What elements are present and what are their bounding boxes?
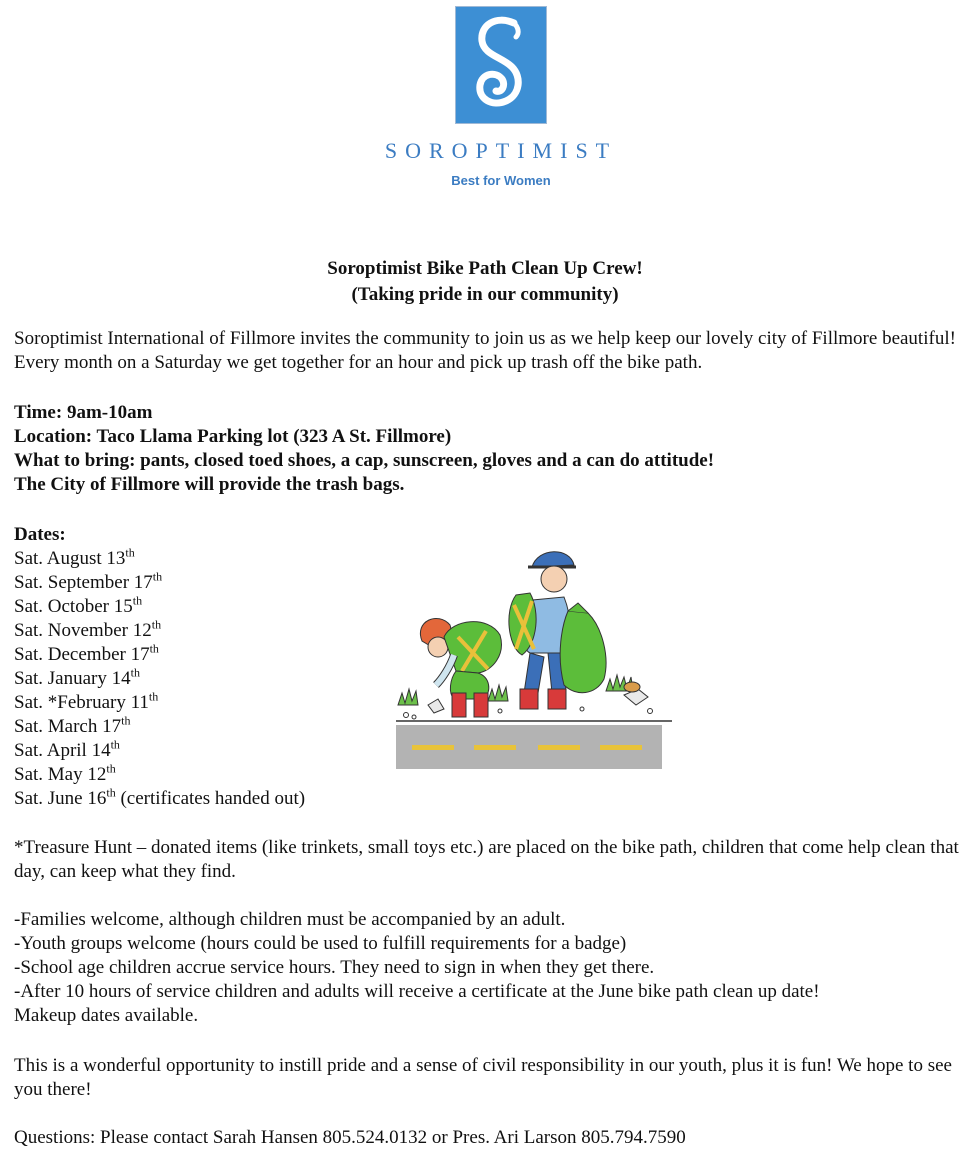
date-text: Sat. *February 11: [14, 692, 149, 713]
date-text: Sat. May 12: [14, 764, 107, 785]
date-ordinal-suffix: th: [149, 641, 159, 656]
date-ordinal-suffix: th: [152, 569, 163, 584]
date-item: [14, 571, 305, 595]
dates-heading: Dates:: [14, 524, 66, 545]
date-ordinal-suffix: th: [125, 545, 135, 560]
contact-line: Questions: Please contact Sarah Hansen 805.524.0132 or Pres. Ari Larson 805.794.7590: [14, 1127, 686, 1148]
date-text: Sat. January 14: [14, 668, 131, 689]
date-ordinal-suffix: th: [148, 689, 159, 704]
date-item: [14, 739, 305, 763]
date-item: [14, 691, 305, 715]
intro-paragraph: Soroptimist International of Fillmore invites the community to join us as we help keep our lovely city of Fillmore beautiful! Every month on a Saturday we get together for an hour and pick up trash off the bike path.: [14, 328, 956, 373]
date-ordinal-suffix: th: [110, 737, 120, 752]
note-item: Makeup dates available.: [14, 1005, 199, 1026]
provided-line: The City of Fillmore will provide the trash bags.: [14, 474, 405, 495]
note-item: -School age children accrue service hours. They need to sign in when they get there.: [14, 957, 655, 978]
logo-brand-name: SOROPTIMIST: [384, 138, 618, 163]
date-text: Sat. June 16: [14, 788, 107, 809]
date-item: [14, 547, 305, 571]
date-ordinal-suffix: th: [130, 665, 140, 680]
date-item: [14, 619, 305, 643]
notes-list: [14, 908, 964, 1028]
date-item: [14, 715, 305, 739]
date-ordinal-suffix: th: [106, 761, 116, 776]
logo-swirl-icon: [456, 7, 546, 123]
note-item: -Youth groups welcome (hours could be used to fulfill requirements for a badge): [14, 933, 627, 954]
dates-section: [14, 523, 305, 811]
note-item: -Families welcome, although children must be accompanied by an adult.: [14, 909, 566, 930]
date-ordinal-suffix: th: [121, 713, 131, 728]
page-subtitle: (Taking pride in our community): [351, 284, 619, 305]
date-text: Sat. March 17: [14, 716, 122, 737]
date-text: Sat. April 14: [14, 740, 111, 761]
page-title: Soroptimist Bike Path Clean Up Crew!: [327, 258, 643, 279]
date-text: Sat. November 12: [14, 620, 152, 641]
cleanup-kids-icon: [392, 545, 674, 773]
date-item: [14, 643, 305, 667]
closing-paragraph: This is a wonderful opportunity to instill pride and a sense of civil responsibility in our youth, plus it is fun! We hope to see you there!: [14, 1055, 952, 1100]
date-text: Sat. September 17: [14, 572, 153, 593]
location-line: Location: Taco Llama Parking lot (323 A St. Fillmore): [14, 426, 452, 447]
date-item: [14, 787, 305, 811]
date-item: [14, 667, 305, 691]
event-details: [14, 401, 714, 497]
logo-tagline: Best for Women: [451, 173, 551, 188]
date-ordinal-suffix: th: [151, 617, 162, 632]
date-text: Sat. December 17: [14, 644, 150, 665]
date-item: [14, 763, 305, 787]
date-item: [14, 595, 305, 619]
page-title-block: [0, 256, 970, 308]
date-note: (certificates handed out): [115, 788, 306, 809]
children-picking-up-trash-illustration: [392, 545, 674, 773]
date-ordinal-suffix: th: [132, 593, 143, 608]
dates-list: [14, 547, 305, 811]
what-to-bring-line: What to bring: pants, closed toed shoes, a cap, sunscreen, gloves and a can do attitude!: [14, 450, 715, 471]
note-item: -After 10 hours of service children and adults will receive a certificate at the June bike path clean up date!: [14, 981, 820, 1002]
date-text: Sat. October 15: [14, 596, 133, 617]
soroptimist-logo: [455, 6, 547, 124]
time-line: Time: 9am-10am: [14, 402, 153, 423]
date-text: Sat. August 13: [14, 548, 126, 569]
date-ordinal-suffix: th: [106, 785, 116, 800]
treasure-hunt-note: *Treasure Hunt – donated items (like trinkets, small toys etc.) are placed on the bike path, children that come help clean that day, can keep what they find.: [14, 837, 959, 882]
